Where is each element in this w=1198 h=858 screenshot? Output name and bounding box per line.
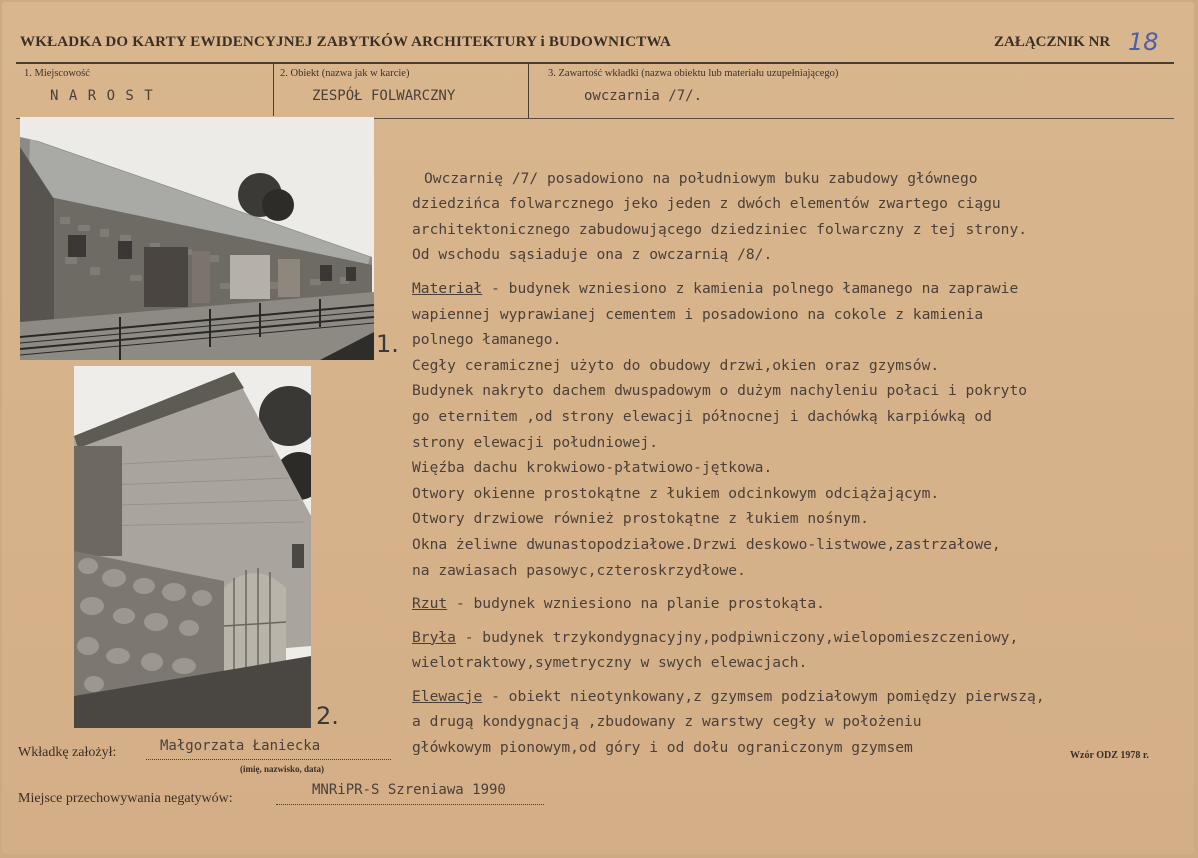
- intro-line: dziedzińca folwarcznego jeko jeden z dwóch elementów zwartego ciągu: [412, 195, 1001, 213]
- material-line: - budynek wzniesiono z kamienia polnego łamanego na zaprawie: [482, 279, 1019, 297]
- photo-2-image: [74, 366, 311, 728]
- intro-line: architektonicznego zabudowującego dziedziniec folwarczny z tej strony.: [412, 220, 1028, 238]
- material-line: wapiennej wyprawianej cementem i posadowiono na cokole z kamienia: [412, 305, 984, 323]
- material-line: na zawiasach pasowyc,czteroskrzydłowe.: [412, 561, 746, 579]
- elevation-line: główkowym pionowym,od góry i od dołu ograniczonym gzymsem: [412, 739, 913, 757]
- mass-heading: Bryła: [412, 628, 456, 646]
- material-line: polnego łamanego.: [412, 331, 562, 349]
- photo-1-number: 1.: [376, 330, 399, 358]
- elevation-line: a drugą kondygnacją ,zbudowany z warstwy cegły w położeniu: [412, 713, 922, 731]
- field-divider: [273, 64, 274, 116]
- annex-label: ZAŁĄCZNIK NR: [994, 34, 1111, 50]
- storage-label: Miejsce przechowywania negatywów:: [18, 791, 233, 806]
- plan-text: - budynek wzniesiono na planie prostokąta.: [447, 595, 825, 613]
- storage-value: MNRiPR-S Szreniawa 1990: [312, 782, 506, 798]
- author-value: Małgorzata Łaniecka: [160, 738, 321, 754]
- elevation-heading: Elewacje: [412, 687, 483, 705]
- photo-1: [20, 117, 374, 360]
- photo-2: [74, 366, 311, 728]
- photo-2-number: 2.: [316, 702, 339, 730]
- plan-heading: Rzut: [412, 595, 448, 613]
- elevation-line: - obiekt nieotynkowany,z gzymsem podziałowym pomiędzy pierwszą,: [482, 687, 1045, 705]
- object-value: ZESPÓŁ FOLWARCZNY: [312, 88, 456, 104]
- content-value: owczarnia /7/.: [584, 88, 703, 104]
- material-line: Cegły ceramicznej użyto do obudowy drzwi,okien oraz gzymsów.: [412, 356, 940, 374]
- material-line: Okna żeliwne dwunastopodziałowe.Drzwi deskowo-listwowe,zastrzałowe,: [412, 535, 1001, 553]
- material-line: strony elewacji południowej.: [412, 433, 659, 451]
- material-line: go eternitem ,od strony elewacji północnej i dachówką karpiówką od: [412, 407, 992, 425]
- field-divider: [528, 64, 529, 118]
- intro-line: Owczarnię /7/ posadowiono na południowym buku zabudowy głównego: [424, 169, 978, 187]
- object-label: 2. Obiekt (nazwa jak w karcie): [280, 68, 410, 79]
- material-heading: Materiał: [412, 279, 483, 297]
- mass-line: - budynek trzykondygnacyjny,podpiwniczony,wielopomieszczeniowy,: [455, 628, 1019, 646]
- intro-line: Od wschodu sąsiaduje ona z owczarnią /8/.: [412, 246, 773, 264]
- material-line: Otwory drzwiowe również prostokątne z łukiem nośnym.: [412, 510, 869, 528]
- form-code: Wzór ODZ 1978 r.: [1070, 750, 1149, 761]
- photo-1-image: [20, 117, 374, 360]
- description: [412, 140, 1172, 786]
- material-line: Budynek nakryto dachem dwuspadowym o dużym nachyleniu połaci i pokryto: [412, 382, 1028, 400]
- content-label: 3. Zawartość wkładki (nazwa obiektu lub materiału uzupełniającego): [548, 68, 839, 79]
- locality-label: 1. Miejscowość: [24, 68, 90, 79]
- annex-number: 18: [1128, 28, 1159, 56]
- material-line: Więźba dachu krokwiowo-płatwiowo-jętkowa.: [412, 459, 773, 477]
- header-rule: [16, 62, 1174, 64]
- mass-line: wielotraktowy,symetryczny w swych elewacjach.: [412, 654, 808, 672]
- author-line: [146, 759, 391, 760]
- material-line: Otwory okienne prostokątne z łukiem odcinkowym odciążającym.: [412, 484, 940, 502]
- author-label: Wkładkę założył:: [18, 745, 117, 760]
- author-hint: (imię, nazwisko, data): [240, 764, 324, 774]
- card-title: WKŁADKA DO KARTY EWIDENCYJNEJ ZABYTKÓW ARCHITEKTURY i BUDOWNICTWA: [20, 34, 672, 50]
- locality-value: N A R O S T: [50, 88, 154, 104]
- storage-line: [276, 804, 544, 805]
